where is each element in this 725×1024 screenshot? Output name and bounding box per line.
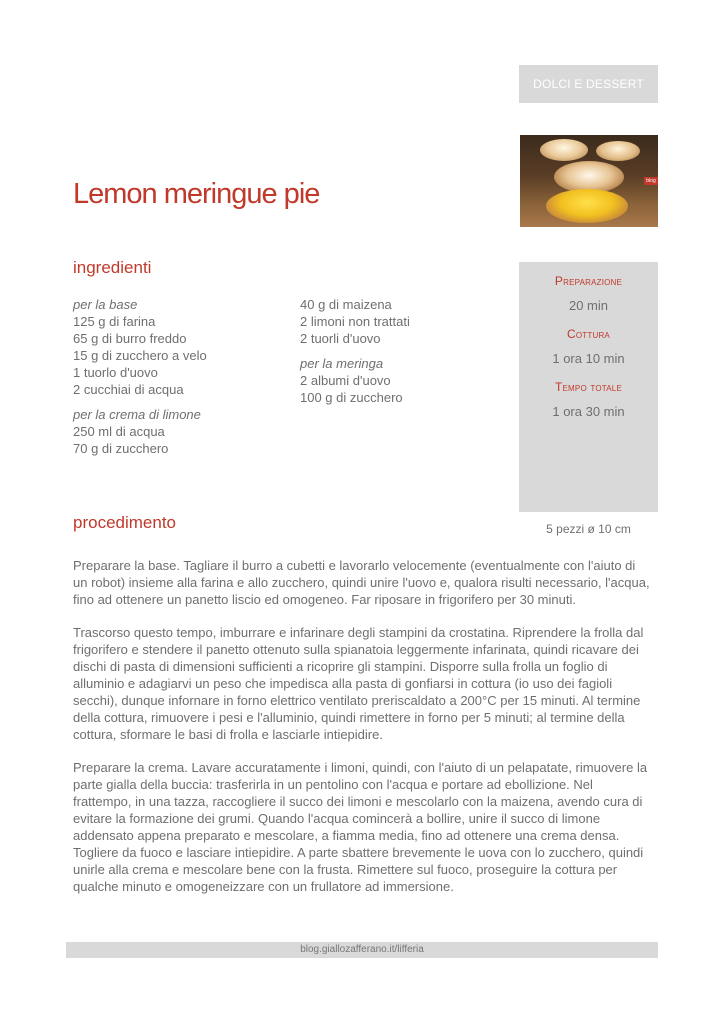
total-time-label: Tempo totale (554, 380, 622, 394)
procedure-step: Preparare la crema. Lavare accuratamente i limoni, quindi, con l'aiuto di un pelapatate, rimuovere la parte gialla della buccia: trasferirla in un pentolino con l'acqua e portare ad ebollizione. Nel frattempo, in una tazza, raccogliere il succo dei limoni e mescolarlo con la maizena, avendo cura di evitare la formazione dei grumi. Quando l'acqua comincerà a bollire, unire il succo di limone addensato appena preparato e mescolare, a fiamma media, fino ad ottenere una crema densa. Togliere da fuoco e lasciare intiepidire. A parte sbattere brevemente le uova con lo zucchero, quindi unirle alla crema e mescolare bene con la frusta. Rimettere sul fuoco, proseguire la cottura per qualche minuto e omogeneizzare con un frullatore ad immersione. (73, 760, 648, 894)
watermark-logo: blog (644, 177, 658, 185)
ingredients-heading: ingredienti (73, 258, 152, 277)
ingredient-item: 70 g di zucchero (73, 441, 169, 456)
ingredients-column-1 (73, 296, 283, 457)
ingredient-item: 100 g di zucchero (300, 390, 403, 405)
ingredient-item: 65 g di burro freddo (73, 331, 187, 346)
times-panel (519, 262, 658, 512)
ingredient-item: 250 ml di acqua (73, 424, 165, 439)
category-badge[interactable]: DOLCI E DESSERT (519, 65, 658, 103)
ingredient-subheading: per la base (73, 297, 138, 312)
ingredient-item: 2 cucchiai di acqua (73, 382, 184, 397)
prep-time-value: 20 min (568, 298, 609, 313)
cook-time-label: Cottura (567, 327, 610, 341)
procedure-step: Preparare la base. Tagliare il burro a cubetti e lavorarlo velocemente (eventualmente con l'aiuto di un robot) insieme alla farina e allo zucchero, quindi unire l'uovo e, qualora risulti necessario, l'acqua, fino ad ottenere un panetto liscio ed omogeneo. Far riposare in frigorifero per 30 minuti. (73, 558, 650, 607)
ingredient-item: 2 albumi d'uovo (300, 373, 391, 388)
ingredient-subheading: per la crema di limone (73, 407, 201, 422)
prep-time-label: Preparazione (554, 274, 623, 288)
ingredient-item: 1 tuorlo d'uovo (73, 365, 158, 380)
ingredients-column-2 (300, 296, 500, 406)
spacer (73, 398, 283, 406)
spacer (300, 347, 500, 355)
ingredient-subheading: per la meringa (300, 356, 384, 371)
servings-info: 5 pezzi ø 10 cm (546, 522, 631, 536)
procedure-step: Trascorso questo tempo, imburrare e infarinare degli stampini da crostatina. Riprendere la frolla dal frigorifero e stendere il panetto ottenuto sulla spianatoia leggermente infarinata, quindi ricavare dei dischi di pasta di dimensioni sufficienti a ricoprire gli stampini. Disporre sulla frolla un foglio di alluminio e adagiarvi un peso che impedisca alla pasta di gonfiarsi in cottura (io uso dei fagioli secchi), dunque infornare in forno elettrico ventilato preriscaldato a 200°C per 15 minuti. Al termine della cottura, rimuovere i pesi e l'alluminio, quindi rimettere in forno per 5 minuti; al termine della cottura, sformare le basi di frolla e lasciarle intiepidire. (73, 625, 644, 742)
total-time-value: 1 ora 30 min (552, 404, 625, 419)
ingredient-item: 2 limoni non trattati (300, 314, 410, 329)
footer-url[interactable]: blog.giallozafferano.it/lifferia (66, 942, 658, 958)
ingredient-item: 40 g di maizena (300, 297, 392, 312)
procedure-heading: procedimento (73, 513, 177, 532)
ingredient-item: 125 g di farina (73, 314, 156, 329)
procedure-text (73, 557, 653, 911)
ingredient-item: 2 tuorli d'uovo (300, 331, 381, 346)
recipe-title: Lemon meringue pie (73, 178, 320, 210)
cook-time-value: 1 ora 10 min (552, 351, 625, 366)
recipe-photo (520, 135, 658, 227)
ingredient-item: 15 g di zucchero a velo (73, 348, 207, 363)
